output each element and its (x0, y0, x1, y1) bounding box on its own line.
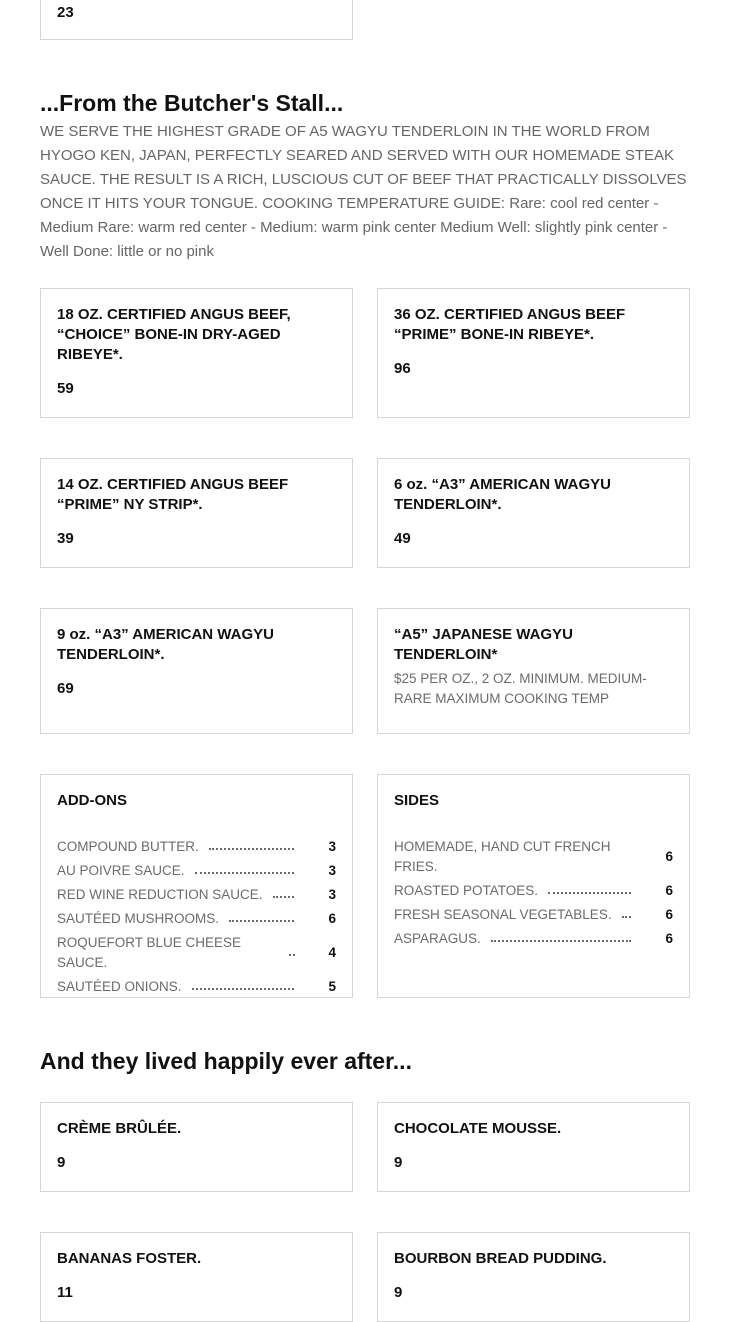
item-price: 49 (394, 530, 411, 547)
item-name: 14 OZ. CERTIFIED ANGUS BEEF “PRIME” NY STRIP*. (57, 476, 289, 513)
side-name: HOMEMADE, HAND CUT FRENCH FRIES. (394, 839, 611, 874)
addon-price: 4 (328, 945, 336, 960)
addon-name: COMPOUND BUTTER. (57, 839, 199, 854)
side-price: 6 (665, 931, 673, 946)
addons-card (40, 774, 353, 998)
leader-dots (229, 920, 294, 922)
item-name: 18 OZ. CERTIFIED ANGUS BEEF, “CHOICE” BONE-IN DRY-AGED RIBEYE*. (57, 306, 291, 363)
leader-dots (491, 940, 631, 942)
item-name: “A5” JAPANESE WAGYU TENDERLOIN* (394, 626, 573, 663)
menu-item-card (40, 1102, 353, 1192)
sides-title: SIDES (394, 792, 440, 809)
addon-price: 3 (328, 863, 336, 878)
addons-title: ADD-ONS (57, 792, 127, 809)
section-description: WE SERVE THE HIGHEST GRADE OF A5 WAGYU TENDERLOIN IN THE WORLD FROM HYOGO KEN, JAPAN, PERFECTLY SEARED AND SERVED WITH OUR HOMEMADE STEAK SAUCE. THE RESULT IS A RICH, LUSCIOUS CUT OF BEEF THAT PRACTICALLY DISSOLVES ONCE IT HITS YOUR TONGUE. COOKING TEMPERATURE GUIDE: Rare: cool red center - Medium Rare: warm red center - Medium: warm pink center Medium Well: slightly pink center - Well Done: little or no pink (40, 123, 687, 260)
item-price: 11 (57, 1284, 73, 1301)
menu-item-card (40, 458, 353, 568)
menu-item-card (40, 288, 353, 418)
section-title-desserts: And they lived happily ever after... (40, 1048, 412, 1074)
addon-price: 3 (328, 839, 336, 854)
menu-item-card (377, 458, 690, 568)
side-name: ROASTED POTATOES. (394, 883, 539, 898)
sides-card (377, 774, 690, 998)
addon-price: 3 (328, 887, 336, 902)
list-item (57, 837, 336, 857)
item-name: CRÈME BRÛLÉE. (57, 1120, 182, 1137)
list-item (57, 933, 336, 973)
menu-item-card (377, 1232, 690, 1322)
item-name: 9 oz. “A3” AMERICAN WAGYU TENDERLOIN*. (57, 626, 274, 663)
item-price: 39 (57, 530, 74, 547)
list-item (57, 861, 336, 881)
leader-dots (273, 896, 294, 898)
side-price: 6 (665, 907, 673, 922)
addons-list (57, 837, 336, 997)
item-name: 6 oz. “A3” AMERICAN WAGYU TENDERLOIN*. (394, 476, 611, 513)
item-note: $25 PER OZ., 2 OZ. MINIMUM. MEDIUM-RARE MAXIMUM COOKING TEMP (394, 671, 647, 706)
sides-list (394, 837, 673, 949)
list-item (57, 909, 336, 929)
menu-item-card (40, 608, 353, 734)
list-item (394, 929, 673, 949)
item-name: 36 OZ. CERTIFIED ANGUS BEEF “PRIME” BONE-IN RIBEYE*. (394, 306, 626, 343)
addon-name: ROQUEFORT BLUE CHEESE SAUCE. (57, 935, 242, 970)
addon-name: SAUTÉED ONIONS. (57, 979, 182, 994)
side-name: FRESH SEASONAL VEGETABLES. (394, 907, 612, 922)
addon-price: 5 (328, 979, 336, 994)
list-item (57, 977, 336, 997)
side-price: 6 (665, 883, 673, 898)
addon-name: RED WINE REDUCTION SAUCE. (57, 887, 263, 902)
item-name: BANANAS FOSTER. (57, 1250, 202, 1267)
leader-dots (622, 916, 631, 918)
item-price: 9 (394, 1154, 403, 1171)
leader-dots (548, 892, 631, 894)
leader-dots (209, 848, 294, 850)
list-item (57, 885, 336, 905)
menu-item-card (40, 1232, 353, 1322)
item-price: 69 (57, 680, 74, 697)
leader-dots (192, 988, 294, 990)
item-price: 59 (57, 380, 74, 397)
leader-dots (289, 954, 295, 956)
menu-item-card (377, 288, 690, 418)
side-price: 6 (665, 849, 673, 864)
item-name: CHOCOLATE MOUSSE. (394, 1120, 562, 1137)
addon-name: AU POIVRE SAUCE. (57, 863, 185, 878)
list-item (394, 837, 673, 877)
section-title-butcher: ...From the Butcher's Stall... (40, 90, 344, 116)
leader-dots (195, 872, 294, 874)
addon-name: SAUTÉED MUSHROOMS. (57, 911, 220, 926)
menu-item-card (40, 0, 353, 40)
item-price: 23 (57, 4, 74, 21)
item-price: 96 (394, 360, 411, 377)
item-price: 9 (57, 1154, 66, 1171)
menu-item-card (377, 1102, 690, 1192)
list-item (394, 905, 673, 925)
item-price: 9 (394, 1284, 403, 1301)
side-name: ASPARAGUS. (394, 931, 481, 946)
list-item (394, 881, 673, 901)
item-name: BOURBON BREAD PUDDING. (394, 1250, 607, 1267)
menu-item-card (377, 608, 690, 734)
addon-price: 6 (328, 911, 336, 926)
